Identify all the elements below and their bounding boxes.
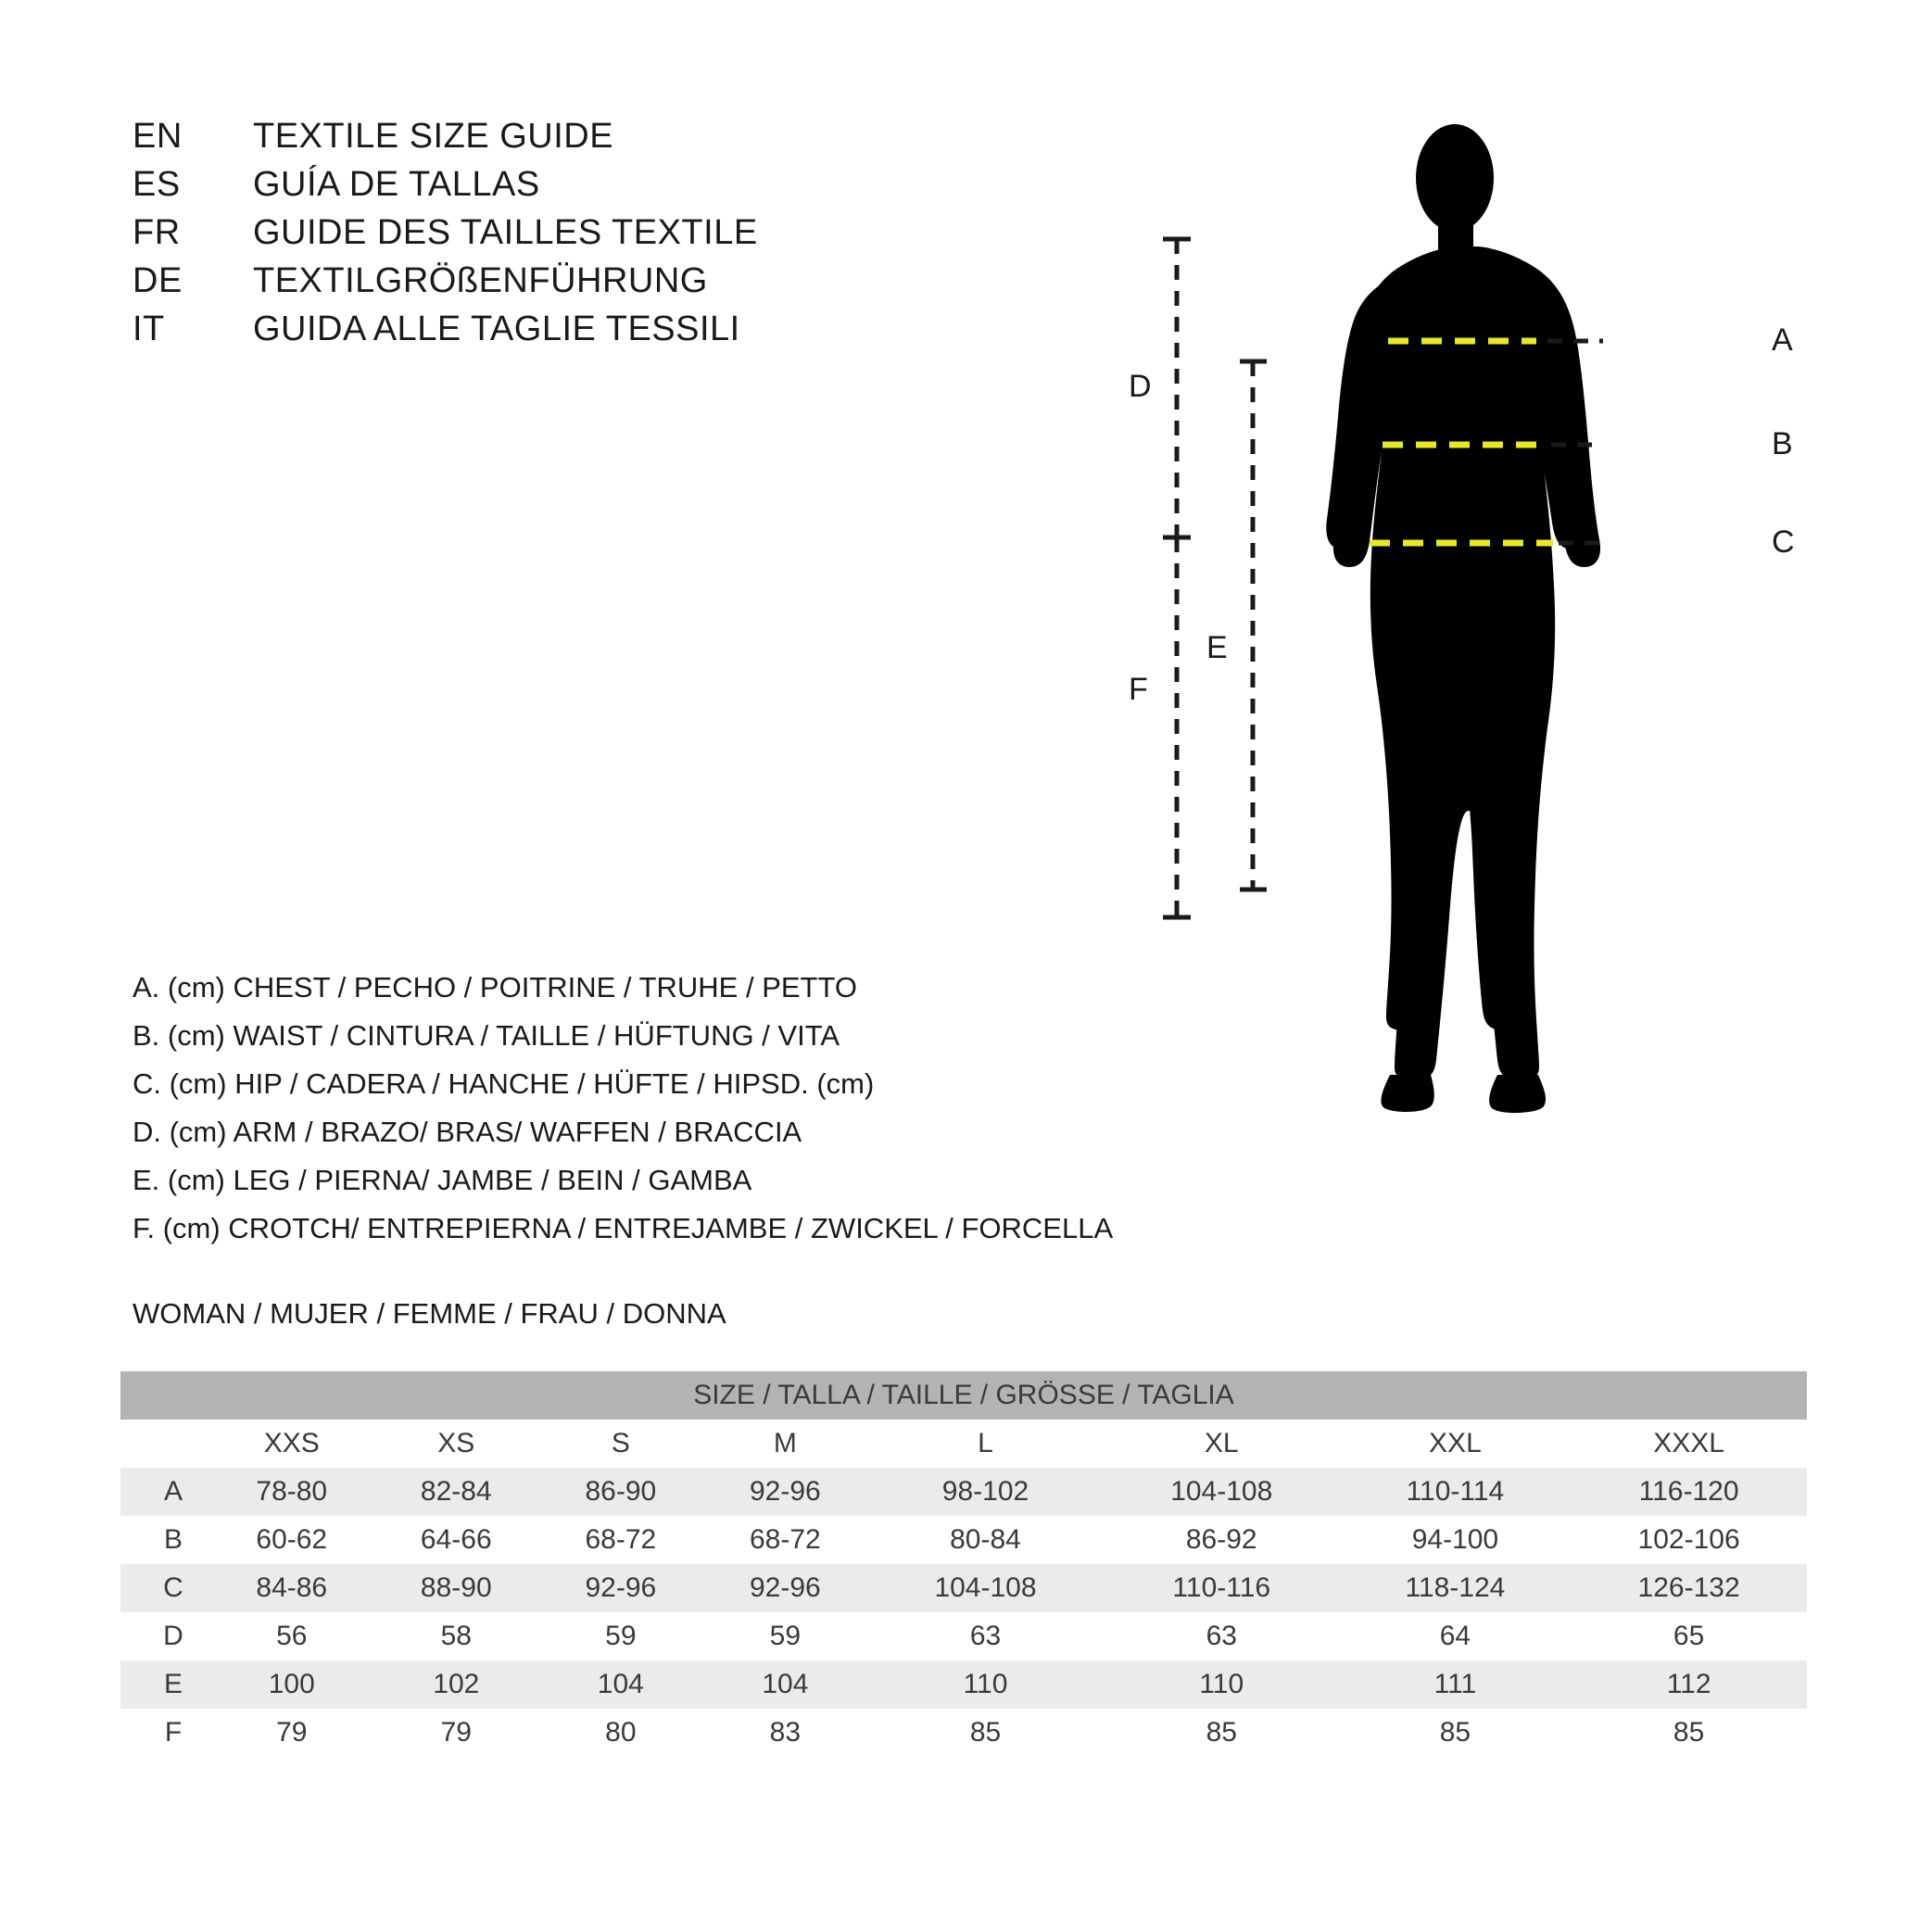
cell-c-m: 92-96 <box>703 1564 868 1612</box>
title-lang-code: DE <box>133 261 183 300</box>
cell-b-s: 68-72 <box>538 1516 703 1564</box>
header-size-l: L <box>867 1420 1104 1468</box>
header-size-xs: XS <box>374 1420 539 1468</box>
cell-b-xs: 64-66 <box>374 1516 539 1564</box>
cell-a-s: 86-90 <box>538 1468 703 1516</box>
header-size-xxl: XXL <box>1340 1420 1572 1468</box>
legend-item-c: C. (cm) HIP / CADERA / HANCHE / HÜFTE / HIPSD. (cm) <box>133 1067 875 1100</box>
cell-f-xxl: 85 <box>1340 1709 1572 1757</box>
measurement-legend <box>133 964 1226 1253</box>
cell-c-xs: 88-90 <box>374 1564 539 1612</box>
arm-dimension-bracket <box>1163 239 1191 537</box>
cell-f-s: 80 <box>538 1709 703 1757</box>
table-row <box>120 1516 1807 1564</box>
marker-label-e: E <box>1206 630 1228 665</box>
cell-a-xl: 104-108 <box>1104 1468 1340 1516</box>
header-size-xl: XL <box>1104 1420 1340 1468</box>
cell-f-xl: 85 <box>1104 1709 1340 1757</box>
marker-label-f: F <box>1129 672 1148 707</box>
cell-e-s: 104 <box>538 1660 703 1709</box>
legend-item-a: A. (cm) CHEST / PECHO / POITRINE / TRUHE / PETTO <box>133 971 857 1003</box>
title-lang-code: ES <box>133 165 181 204</box>
title-lang-code: IT <box>133 309 165 348</box>
title-text: TEXTILGRÖßENFÜHRUNG <box>253 261 708 300</box>
cell-f-l: 85 <box>867 1709 1104 1757</box>
cell-f-xs: 79 <box>374 1709 539 1757</box>
cell-f-xxs: 79 <box>209 1709 374 1757</box>
header-size-xxs: XXS <box>209 1420 374 1468</box>
silhouette-shape <box>1326 124 1600 1113</box>
cell-b-l: 80-84 <box>867 1516 1104 1564</box>
header-corner-cell <box>120 1420 209 1468</box>
cell-d-xxs: 56 <box>209 1612 374 1660</box>
header-size-s: S <box>538 1420 703 1468</box>
cell-b-m: 68-72 <box>703 1516 868 1564</box>
cell-a-xxs: 78-80 <box>209 1468 374 1516</box>
cell-d-l: 63 <box>867 1612 1104 1660</box>
leg-dimension-bracket <box>1240 361 1267 890</box>
header-size-m: M <box>703 1420 868 1468</box>
cell-d-m: 59 <box>703 1612 868 1660</box>
cell-e-xxs: 100 <box>209 1660 374 1709</box>
cell-c-xl: 110-116 <box>1104 1564 1340 1612</box>
table-row <box>120 1709 1807 1757</box>
table-row <box>120 1660 1807 1709</box>
cell-a-xxxl: 116-120 <box>1571 1468 1807 1516</box>
table-row <box>120 1468 1807 1516</box>
row-label-f: F <box>120 1709 209 1757</box>
marker-label-c: C <box>1772 524 1795 560</box>
cell-d-xl: 63 <box>1104 1612 1340 1660</box>
cell-e-m: 104 <box>703 1660 868 1709</box>
legend-item-d: D. (cm) ARM / BRAZO/ BRAS/ WAFFEN / BRACCIA <box>133 1116 802 1148</box>
size-guide-title-block <box>133 117 966 358</box>
table-band-header <box>120 1371 1807 1420</box>
title-lang-code: EN <box>133 117 183 156</box>
title-text: TEXTILE SIZE GUIDE <box>253 117 614 156</box>
row-label-e: E <box>120 1660 209 1709</box>
cell-b-xxxl: 102-106 <box>1571 1516 1807 1564</box>
title-lang-code: FR <box>133 213 181 252</box>
cell-a-xxl: 110-114 <box>1340 1468 1572 1516</box>
marker-label-a: A <box>1772 322 1793 358</box>
cell-e-xxl: 111 <box>1340 1660 1572 1709</box>
legend-item-f: F. (cm) CROTCH/ ENTREPIERNA / ENTREJAMBE / ZWICKEL / FORCELLA <box>133 1212 1114 1244</box>
cell-d-s: 59 <box>538 1612 703 1660</box>
cell-d-xxl: 64 <box>1340 1612 1572 1660</box>
cell-e-xs: 102 <box>374 1660 539 1709</box>
row-label-a: A <box>120 1468 209 1516</box>
cell-f-m: 83 <box>703 1709 868 1757</box>
cell-e-xxxl: 112 <box>1571 1660 1807 1709</box>
title-row <box>133 117 966 165</box>
cell-a-xs: 82-84 <box>374 1468 539 1516</box>
cell-b-xl: 86-92 <box>1104 1516 1340 1564</box>
cell-c-xxxl: 126-132 <box>1571 1564 1807 1612</box>
size-chart-table <box>120 1371 1807 1757</box>
title-row <box>133 309 966 358</box>
title-text: GUÍA DE TALLAS <box>253 165 540 204</box>
title-row <box>133 213 966 261</box>
table-row <box>120 1612 1807 1660</box>
title-row <box>133 165 966 213</box>
figure-diagram <box>1129 74 1863 1205</box>
crotch-dimension-bracket <box>1163 537 1191 917</box>
cell-b-xxl: 94-100 <box>1340 1516 1572 1564</box>
legend-item-b: B. (cm) WAIST / CINTURA / TAILLE / HÜFTUNG / VITA <box>133 1019 840 1052</box>
title-text: GUIDA ALLE TAGLIE TESSILI <box>253 309 740 348</box>
cell-c-xxl: 118-124 <box>1340 1564 1572 1612</box>
marker-label-b: B <box>1772 426 1793 461</box>
cell-b-xxs: 60-62 <box>209 1516 374 1564</box>
cell-e-l: 110 <box>867 1660 1104 1709</box>
legend-item-e: E. (cm) LEG / PIERNA/ JAMBE / BEIN / GAMBA <box>133 1164 752 1196</box>
cell-a-m: 92-96 <box>703 1468 868 1516</box>
row-label-b: B <box>120 1516 209 1564</box>
cell-c-l: 104-108 <box>867 1564 1104 1612</box>
cell-f-xxxl: 85 <box>1571 1709 1807 1757</box>
cell-c-xxs: 84-86 <box>209 1564 374 1612</box>
cell-a-l: 98-102 <box>867 1468 1104 1516</box>
female-silhouette-svg <box>1140 74 1863 1205</box>
cell-c-s: 92-96 <box>538 1564 703 1612</box>
marker-label-d: D <box>1129 369 1152 404</box>
cell-e-xl: 110 <box>1104 1660 1340 1709</box>
cell-d-xxxl: 65 <box>1571 1612 1807 1660</box>
row-label-d: D <box>120 1612 209 1660</box>
table-band-title: SIZE / TALLA / TAILLE / GRÖSSE / TAGLIA <box>120 1371 1807 1420</box>
cell-d-xs: 58 <box>374 1612 539 1660</box>
gender-label: WOMAN / MUJER / FEMME / FRAU / DONNA <box>133 1297 726 1330</box>
title-row <box>133 261 966 309</box>
table-row <box>120 1564 1807 1612</box>
title-text: GUIDE DES TAILLES TEXTILE <box>253 213 758 252</box>
header-size-xxxl: XXXL <box>1571 1420 1807 1468</box>
row-label-c: C <box>120 1564 209 1612</box>
table-header-row <box>120 1420 1807 1468</box>
